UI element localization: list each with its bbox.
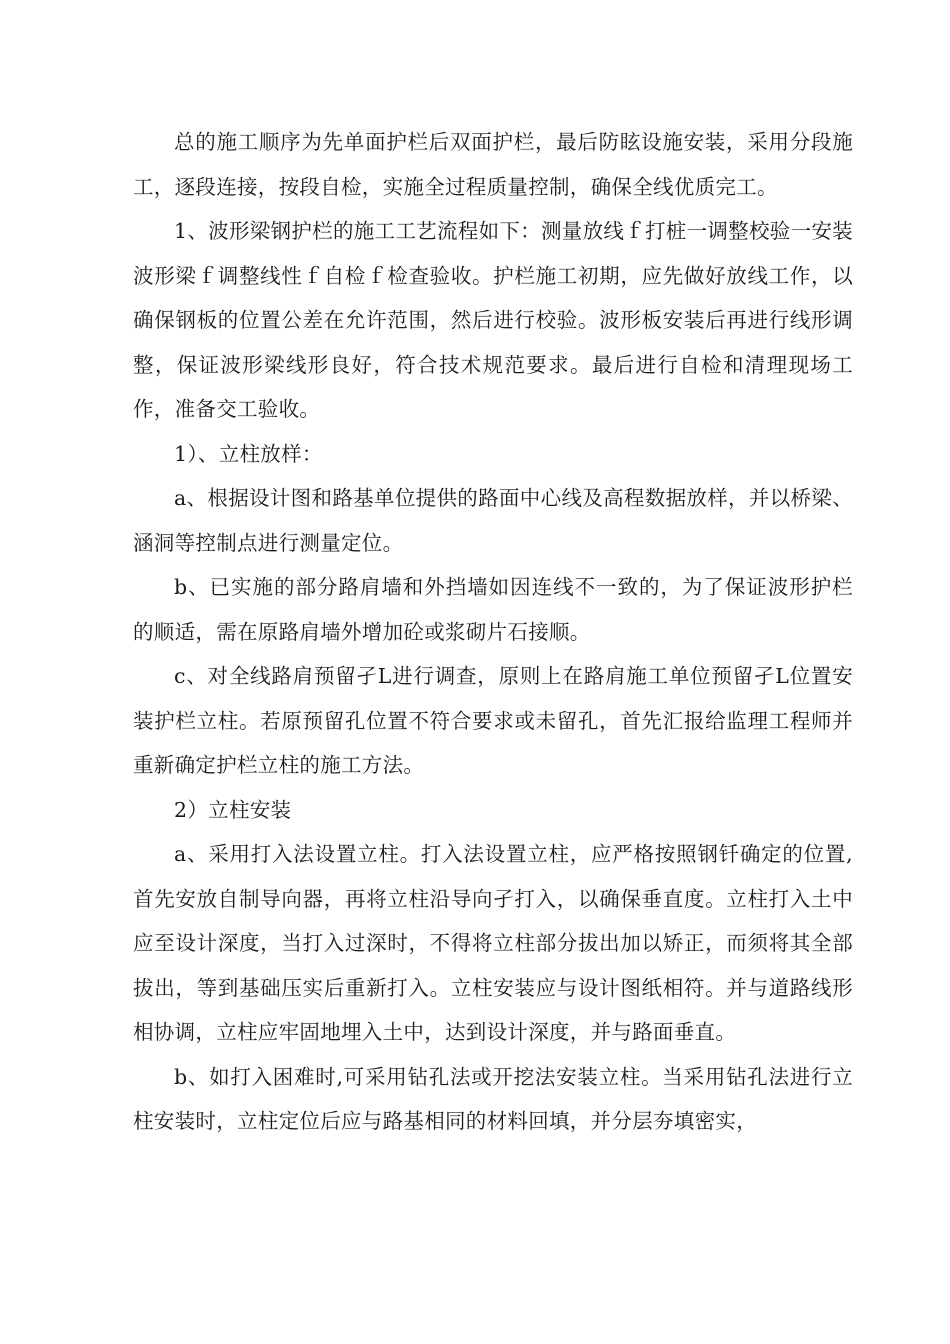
paragraph-item-c-layout: c、对全线路肩预留孑L进行调查，原则上在路肩施工单位预留孑L位置安装护栏立柱。若原预留孔位置不符合要求或未留孔，首先汇报给监理工程师并重新确定护栏立柱的施工方法。	[133, 664, 853, 777]
heading-column-installation: 2）立柱安装	[174, 797, 292, 822]
paragraph-construction-sequence: 总的施工顺序为先单面护栏后双面护栏，最后防眩设施安装，采用分段施工，逐段连接，按段自检，实施全过程质量控制，确保全线优质完工。	[133, 130, 853, 199]
paragraph-item-a-installation: a、采用打入法设置立柱。打入法设置立柱，应严格按照钢钎确定的位置,首先安放自制导向器，再将立柱沿导向孑打入，以确保垂直度。立柱打入土中应至设计深度，当打入过深时，不得将立柱部分拔出加以矫正，而须将其全部拔出，等到基础压实后重新打入。立柱安装应与设计图纸相符。并与道路线形相协调，立柱应牢固地埋入土中，达到设计深度，并与路面垂直。	[133, 842, 853, 1044]
heading-column-layout: 1）、立柱放样：	[174, 441, 323, 466]
paragraph-guardrail-process: 1、波形梁钢护栏的施工工艺流程如下：测量放线ｆ打桩一调整校验一安装波形梁ｆ调整线性ｆ自检ｆ检查验收。护栏施工初期，应先做好放线工作，以确保钢板的位置公差在允许范围，然后进行校验。波形板安装后再进行线形调整，保证波形梁线形良好，符合技术规范要求。最后进行自检和清理现场工作，准备交工验收。	[133, 219, 853, 421]
document-body	[133, 120, 853, 1144]
paragraph-item-a-layout: a、根据设计图和路基单位提供的路面中心线及高程数据放样，并以桥梁、涵洞等控制点进行测量定位。	[133, 486, 853, 555]
paragraph-item-b-layout: b、已实施的部分路肩墙和外挡墙如因连线不一致的，为了保证波形护栏的顺适，需在原路肩墙外增加砼或浆砌片石接顺。	[133, 575, 853, 644]
paragraph-item-b-installation: b、如打入困难时,可采用钻孔法或开挖法安装立柱。当采用钻孔法进行立柱安装时，立柱定位后应与路基相同的材料回填，并分层夯填密实，	[133, 1064, 853, 1133]
